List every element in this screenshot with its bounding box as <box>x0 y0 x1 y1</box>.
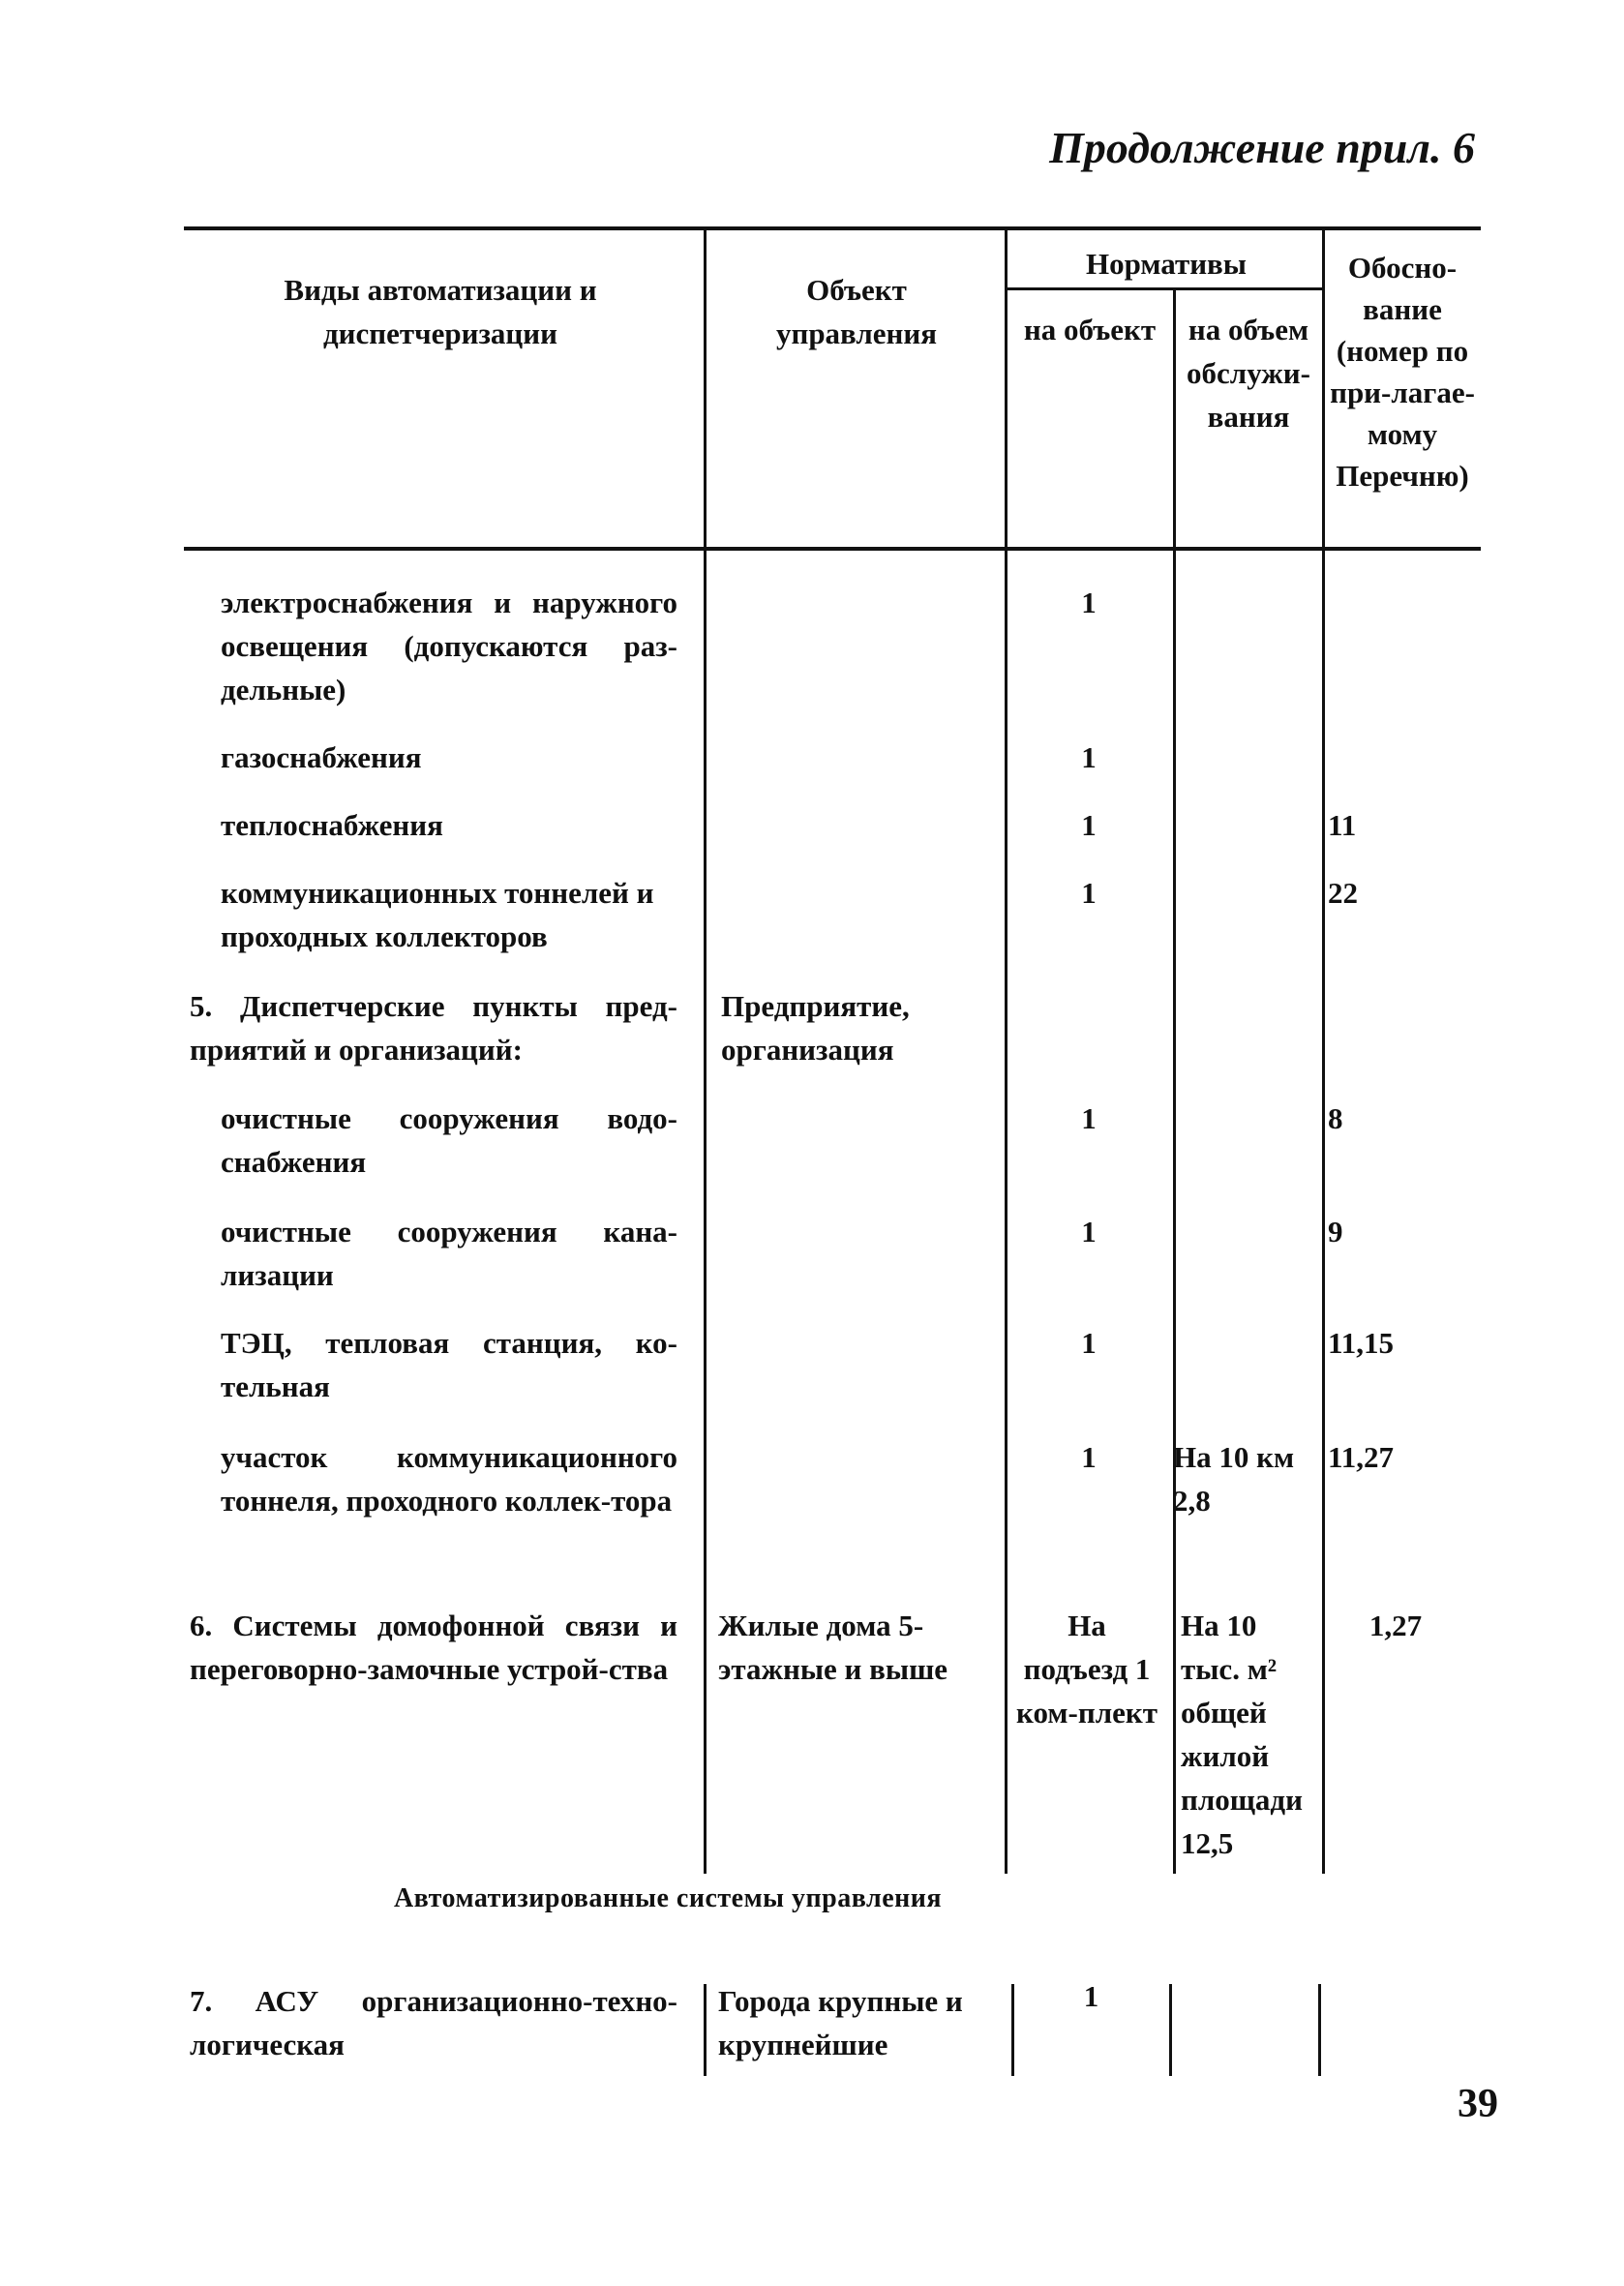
asu-col-divider-3 <box>1169 1984 1172 2076</box>
header-norms: Нормативы <box>1085 247 1248 281</box>
norms-group-rule <box>1005 287 1324 290</box>
page-continuation-header: Продолжение прил. 6 <box>1049 123 1475 172</box>
row-type: коммуникационных тоннелей и проходных коллекторов <box>221 876 654 953</box>
row-basis: 11,15 <box>1328 1326 1395 1360</box>
col-divider-4 <box>1322 228 1325 1874</box>
row-per-volume: На 10 тыс. м² общей жилой площади 12,5 <box>1181 1609 1303 1860</box>
row-type: очистные сооружения кана-лизации <box>221 1215 677 1292</box>
row-basis: 11 <box>1328 808 1357 842</box>
row-per-volume: На 10 км 2,8 <box>1173 1440 1295 1518</box>
row-type: участок коммуникационного тоннеля, проходного коллек-тора <box>221 1440 677 1518</box>
header-bottom-rule <box>184 547 1481 551</box>
row-per-object: На подъезд 1 ком-плект <box>1016 1609 1158 1730</box>
header-per-object: на объект <box>1023 313 1157 346</box>
col-divider-3 <box>1173 289 1176 1874</box>
row-per-object: 1 <box>1081 740 1097 774</box>
asu-row-type: 7. АСУ организационно-техно-логическая <box>190 1984 677 2061</box>
row-object: Предприятие, организация <box>721 989 910 1067</box>
row-per-object: 1 <box>1081 1440 1097 1474</box>
row-per-object: 1 <box>1081 586 1097 619</box>
row-basis: 11,27 <box>1328 1440 1395 1474</box>
header-types: Виды автоматизации и диспетчеризации <box>284 273 597 350</box>
row-per-object: 1 <box>1081 1326 1097 1360</box>
row-basis: 8 <box>1328 1101 1343 1135</box>
asu-col-divider-2 <box>1011 1984 1014 2076</box>
row-basis: 1,27 <box>1368 1609 1423 1642</box>
row-object: Жилые дома 5-этажные и выше <box>718 1609 948 1686</box>
row-basis: 22 <box>1328 876 1358 910</box>
row-type: ТЭЦ, тепловая станция, ко-тельная <box>221 1326 677 1403</box>
table-top-rule <box>184 226 1481 230</box>
row-per-object: 1 <box>1081 1101 1097 1135</box>
page-number: 39 <box>1458 2082 1498 2126</box>
col-divider-1 <box>704 228 707 1874</box>
row-type: 5. Диспетчерские пункты пред-приятий и организаций: <box>190 989 677 1067</box>
row-type: очистные сооружения водо-снабжения <box>221 1101 677 1179</box>
row-type: газоснабжения <box>221 740 422 774</box>
row-type: 6. Системы домофонной связи и переговорно-замочные устрой-ства <box>190 1609 677 1686</box>
section-title-asu: Автоматизированные системы управления <box>393 1883 943 1913</box>
col-divider-2 <box>1005 228 1007 1874</box>
asu-col-divider-4 <box>1318 1984 1321 2076</box>
asu-row-object: Города крупные и крупнейшие <box>718 1984 963 2061</box>
row-per-object: 1 <box>1081 808 1097 842</box>
row-basis: 9 <box>1328 1215 1343 1248</box>
header-basis: Обосно-вание (номер по при-лагае-мому Перечню) <box>1330 251 1475 493</box>
asu-col-divider-1 <box>704 1984 707 2076</box>
row-per-object: 1 <box>1081 1215 1097 1248</box>
header-per-volume: на объем обслужи-вания <box>1187 313 1310 434</box>
row-type: электроснабжения и наружного освещения (допускаются раз-дельные) <box>221 586 677 707</box>
header-object: Объект управления <box>775 273 938 350</box>
row-type: теплоснабжения <box>221 808 443 842</box>
asu-row-per-object: 1 <box>1083 1979 1099 2013</box>
row-per-object: 1 <box>1081 876 1097 910</box>
